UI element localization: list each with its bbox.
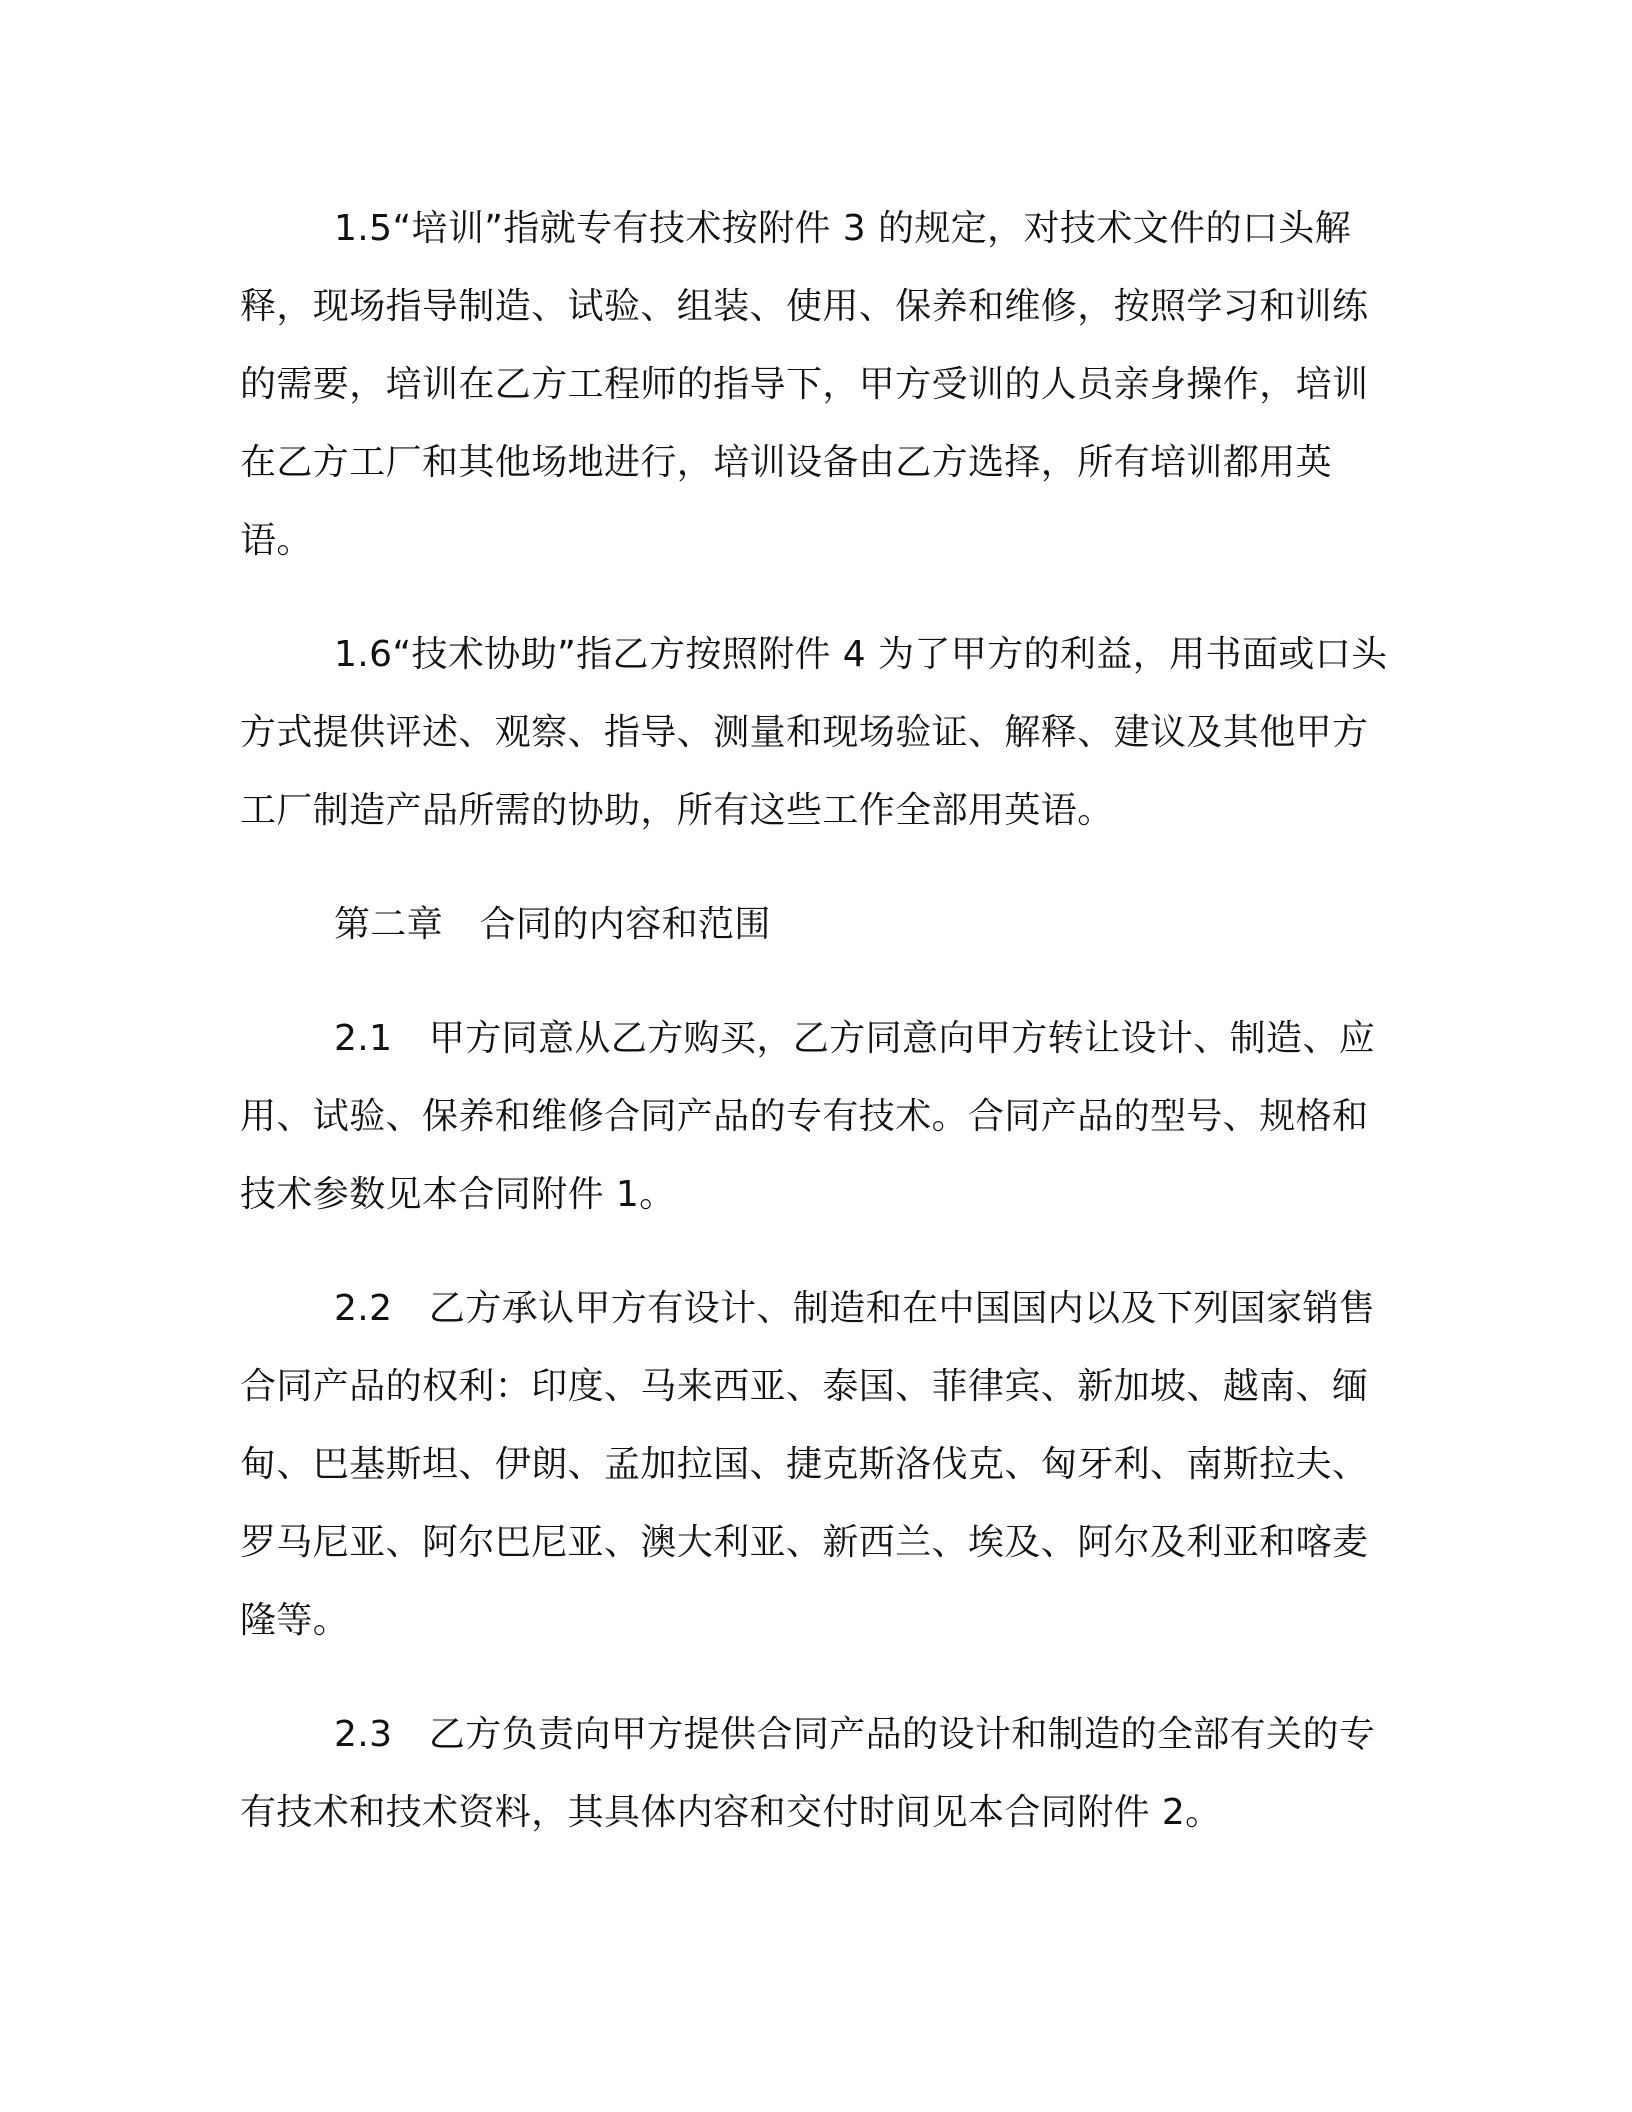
chapter-heading: 第二章 合同的内容和范围 — [334, 904, 771, 945]
paragraph-2-1: 2.1 甲方同意从乙方购买，乙方同意向甲方转让设计、制造、应用、试验、保养和维修合同产品的专有技术。合同产品的型号、规格和技术参数见本合同附件 1。 — [240, 1018, 1376, 1215]
paragraph-2-2: 2.2 乙方承认甲方有设计、制造和在中国国内以及下列国家销售合同产品的权利：印度、马来西亚、泰国、菲律宾、新加坡、越南、缅甸、巴基斯坦、伊朗、孟加拉国、捷克斯洛伐克、匈牙利、南斯拉夫、罗马尼亚、阿尔巴尼亚、澳大利亚、新西兰、埃及、阿尔及利亚和喀麦隆等。 — [240, 1288, 1376, 1641]
paragraph-2-3: 2.3 乙方负责向甲方提供合同产品的设计和制造的全部有关的专有技术和技术资料，其具体内容和交付时间见本合同附件 2。 — [240, 1714, 1376, 1833]
paragraph-1-5-training: 1.5“培训”指就专有技术按附件 3 的规定，对技术文件的口头解释，现场指导制造、试验、组装、使用、保养和维修，按照学习和训练的需要，培训在乙方工程师的指导下，甲方受训的人员亲身操作，培训在乙方工厂和其他场地进行，培训设备由乙方选择，所有培训都用英语。 — [240, 208, 1369, 561]
paragraph-gap — [240, 964, 1390, 1000]
paragraph-gap — [240, 1660, 1390, 1696]
paragraph-gap — [240, 580, 1390, 616]
document-body — [240, 190, 1390, 1852]
paragraph-gap — [240, 1234, 1390, 1270]
paragraph-gap — [240, 850, 1390, 886]
paragraph-1-6-technical-assistance: 1.6“技术协助”指乙方按照附件 4 为了甲方的利益，用书面或口头方式提供评述、观察、指导、测量和现场验证、解释、建议及其他甲方工厂制造产品所需的协助，所有这些工作全部用英语。 — [240, 634, 1388, 831]
